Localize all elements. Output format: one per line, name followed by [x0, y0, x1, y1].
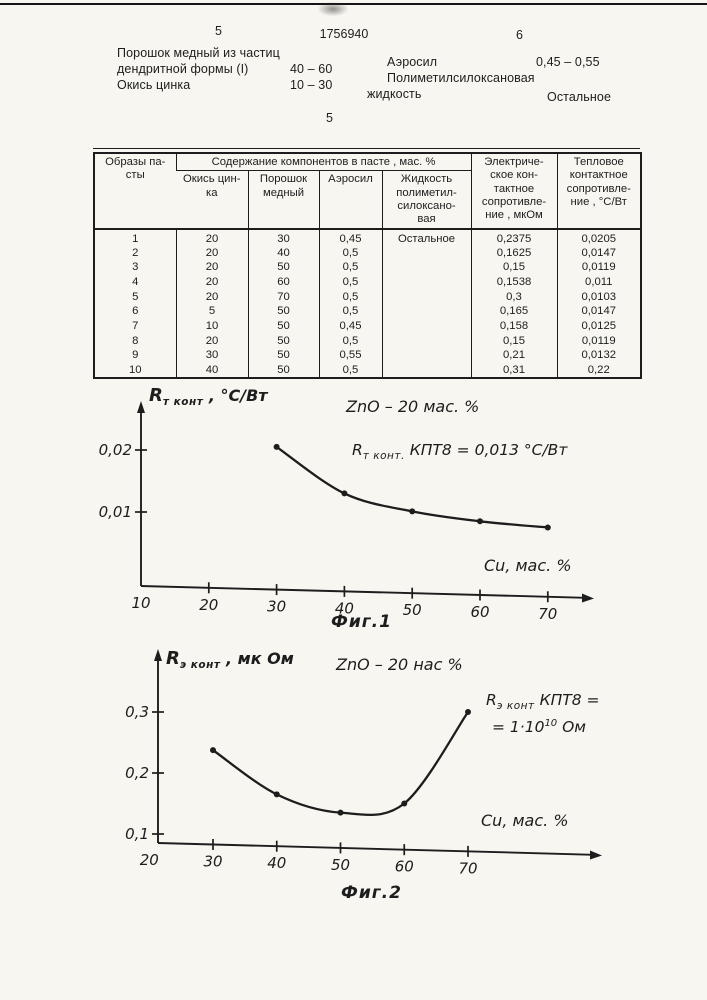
- x-tick-label: 30: [203, 852, 223, 871]
- table-cell: 20: [176, 229, 248, 246]
- fig1-caption: Фиг.1: [331, 612, 392, 632]
- table-cell: 0,15: [471, 334, 557, 349]
- composition-left-line3-value: 10 – 30: [290, 78, 333, 92]
- table-cell: 50: [248, 305, 319, 320]
- paste-number-cell: 10: [128, 363, 142, 376]
- table-cell: 0,0147: [557, 246, 641, 261]
- table-row: [94, 363, 641, 378]
- x-tick-label: 30: [267, 597, 287, 616]
- table-cell: 0,55: [319, 349, 382, 364]
- table-cell: [382, 290, 471, 305]
- x-tick-label: 70: [538, 604, 558, 623]
- col-header-aerosil: Аэросил: [319, 171, 382, 229]
- table-cell: 30: [176, 349, 248, 364]
- y-tick-label: 0,02: [98, 441, 132, 459]
- table-cell: [382, 261, 471, 276]
- patent-number: 1756940: [319, 27, 369, 41]
- paste-number-cell: 3: [132, 261, 139, 274]
- table-row: [94, 290, 641, 305]
- fig2-xlabel: Cu, мас. %: [481, 811, 569, 830]
- table-cell: 50: [248, 334, 319, 349]
- table-cell: [382, 363, 471, 378]
- table-cell: 40: [248, 246, 319, 261]
- table-cell: 0,5: [319, 305, 382, 320]
- col-header-liquid: Жидкость полиметил- силоксано- вая: [382, 171, 471, 229]
- table-row: [94, 349, 641, 364]
- col-header-thermal: Тепловое контактное сопротивле- ние , °С/Вт: [557, 153, 641, 229]
- table-cell: [382, 319, 471, 334]
- table-cell: 60: [248, 275, 319, 290]
- paste-number-cell: 7: [132, 320, 139, 333]
- fig1-xlabel: Cu, мас. %: [484, 556, 572, 575]
- composition-right-line3-value: Остальное: [547, 90, 612, 104]
- data-point: [401, 801, 407, 807]
- col-header-paste: Образы па- сты: [94, 153, 176, 229]
- table-cell: 50: [248, 319, 319, 334]
- y-axis-arrow: [154, 649, 162, 661]
- data-point: [210, 747, 216, 753]
- table-cell: 0,5: [319, 275, 382, 290]
- paste-number-cell: 5: [132, 290, 139, 303]
- x-tick-label: 60: [470, 602, 490, 621]
- data-point: [274, 444, 280, 450]
- fig2-title: ZnO – 20 нас %: [336, 655, 463, 674]
- data-point: [338, 810, 344, 816]
- composition-right-line1: Аэросил: [387, 55, 438, 69]
- col-header-electrical: Электриче- ское кон- тактное сопротивле- ние , мкОм: [471, 153, 557, 229]
- page-top-rule: [0, 3, 707, 5]
- fig1-title: ZnO – 20 мас. %: [346, 397, 480, 416]
- table-cell: 0,0205: [557, 229, 641, 246]
- data-point: [274, 791, 280, 797]
- table-cell: Остальное: [382, 229, 471, 246]
- table-row: [94, 275, 641, 290]
- table-cell: 0,22: [557, 363, 641, 378]
- table-row: [94, 229, 641, 246]
- y-tick-label: 0,01: [98, 503, 132, 521]
- data-point: [409, 508, 415, 514]
- paste-composition-table: [93, 152, 642, 379]
- table-cell: [382, 246, 471, 261]
- figure-1-plot: [0, 385, 707, 647]
- table-cell: 0,0125: [557, 319, 641, 334]
- y-tick-label: 0,3: [125, 703, 149, 721]
- x-tick-label: 20: [199, 595, 219, 614]
- table-cell: 0,1538: [471, 275, 557, 290]
- table-cell: 0,31: [471, 363, 557, 378]
- table-cell: 0,45: [319, 319, 382, 334]
- composition-left-line2: дендритной формы (I): [117, 62, 249, 76]
- page-number-right: 6: [516, 28, 523, 42]
- table-cell: 20: [176, 261, 248, 276]
- y-tick-label: 0,1: [125, 825, 149, 843]
- table-cell: 0,0119: [557, 334, 641, 349]
- x-tick-label: 50: [402, 601, 422, 620]
- table-cell: 20: [176, 275, 248, 290]
- y-axis-arrow: [137, 401, 145, 413]
- scan-smudge: [316, 1, 350, 17]
- data-curve: [213, 712, 468, 815]
- table-cell: 20: [176, 334, 248, 349]
- table-cell: 0,3: [471, 290, 557, 305]
- composition-right-line1-value: 0,45 – 0,55: [536, 55, 600, 69]
- fig2-caption: Фиг.2: [341, 883, 402, 903]
- table-row: [94, 319, 641, 334]
- x-tick-label: 40: [267, 854, 287, 873]
- x-axis-arrow: [590, 851, 602, 860]
- table-cell: 50: [248, 363, 319, 378]
- composition-right-line3: жидкость: [367, 87, 422, 101]
- composition-left-line3: Окись цинка: [117, 78, 191, 92]
- table-cell: 0,158: [471, 319, 557, 334]
- table-cell: 5: [176, 305, 248, 320]
- table-cell: 0,0132: [557, 349, 641, 364]
- paste-number-cell: 9: [132, 349, 139, 362]
- table-row: [94, 305, 641, 320]
- composition-left-line2-value: 40 – 60: [290, 62, 333, 76]
- fig2-ylabel: $R_{э конт}$ , мк Ом: [166, 648, 294, 672]
- data-point: [545, 525, 551, 531]
- x-axis: [158, 843, 598, 855]
- paste-number-cell: 8: [132, 334, 139, 347]
- table-cell: 0,1625: [471, 246, 557, 261]
- table-cell: 20: [176, 290, 248, 305]
- table-cell: 0,5: [319, 363, 382, 378]
- y-tick-label: 0,2: [125, 764, 149, 782]
- col-header-zinc: Окись цин- ка: [176, 171, 248, 229]
- table-top-double-line: [93, 148, 640, 149]
- table-cell: 0,5: [319, 290, 382, 305]
- x-tick-label: 40: [334, 599, 354, 618]
- paste-number-cell: 1: [132, 232, 139, 245]
- table-cell: 40: [176, 363, 248, 378]
- x-tick-label: 50: [330, 855, 351, 874]
- table-cell: 0,5: [319, 334, 382, 349]
- table-cell: 70: [248, 290, 319, 305]
- table-cell: 0,0103: [557, 290, 641, 305]
- table-cell: 0,2375: [471, 229, 557, 246]
- table-cell: 20: [176, 246, 248, 261]
- data-point: [477, 518, 483, 524]
- table-cell: 0,0147: [557, 305, 641, 320]
- fig1-annotation: $R_{т конт.}$ КПТ8 = 0,013 °С/Вт: [352, 441, 568, 463]
- fig2-annotation: $R_{э конт}$ КПТ8 = = $1\cdot 10^{10}$ Ом: [486, 691, 600, 737]
- data-point: [341, 490, 347, 496]
- paste-number-cell: 4: [132, 276, 139, 289]
- x-tick-label: 60: [394, 857, 414, 876]
- table-cell: 0,15: [471, 261, 557, 276]
- table-cell: 0,011: [557, 275, 641, 290]
- table-cell: 0,5: [319, 261, 382, 276]
- table-cell: 10: [176, 319, 248, 334]
- table-cell: 0,45: [319, 229, 382, 246]
- paste-number-cell: 6: [132, 305, 139, 318]
- table-cell: 0,5: [319, 246, 382, 261]
- composition-left-line1: Порошок медный из частиц: [117, 46, 280, 60]
- table-number: 5: [326, 111, 334, 125]
- table-cell: 50: [248, 349, 319, 364]
- figure-1: [0, 385, 707, 647]
- table-cell: [382, 349, 471, 364]
- table-cell: 0,165: [471, 305, 557, 320]
- table-row: [94, 246, 641, 261]
- table-cell: [382, 275, 471, 290]
- table-row: [94, 334, 641, 349]
- table-cell: [382, 334, 471, 349]
- table-cell: 0,0119: [557, 261, 641, 276]
- table-cell: 0,21: [471, 349, 557, 364]
- page-number-left: 5: [215, 24, 222, 38]
- x-tick-label: 10: [131, 594, 151, 612]
- table-cell: 50: [248, 261, 319, 276]
- data-point: [465, 709, 471, 715]
- col-header-copper: Порошок медный: [248, 171, 319, 229]
- table-cell: 30: [248, 229, 319, 246]
- x-tick-label: 20: [139, 850, 159, 869]
- composition-right-line2: Полиметилсилоксановая: [387, 71, 535, 85]
- table-row: [94, 261, 641, 276]
- x-axis-arrow: [582, 594, 594, 603]
- fig1-ylabel: $R_{т конт}$ , °С/Вт: [149, 385, 268, 409]
- figure-2: [0, 647, 707, 939]
- table-cell: [382, 305, 471, 320]
- paste-number-cell: 2: [132, 246, 139, 259]
- x-tick-label: 70: [458, 859, 478, 878]
- col-header-group: Содержание компонентов в пасте , мас. %: [176, 153, 471, 171]
